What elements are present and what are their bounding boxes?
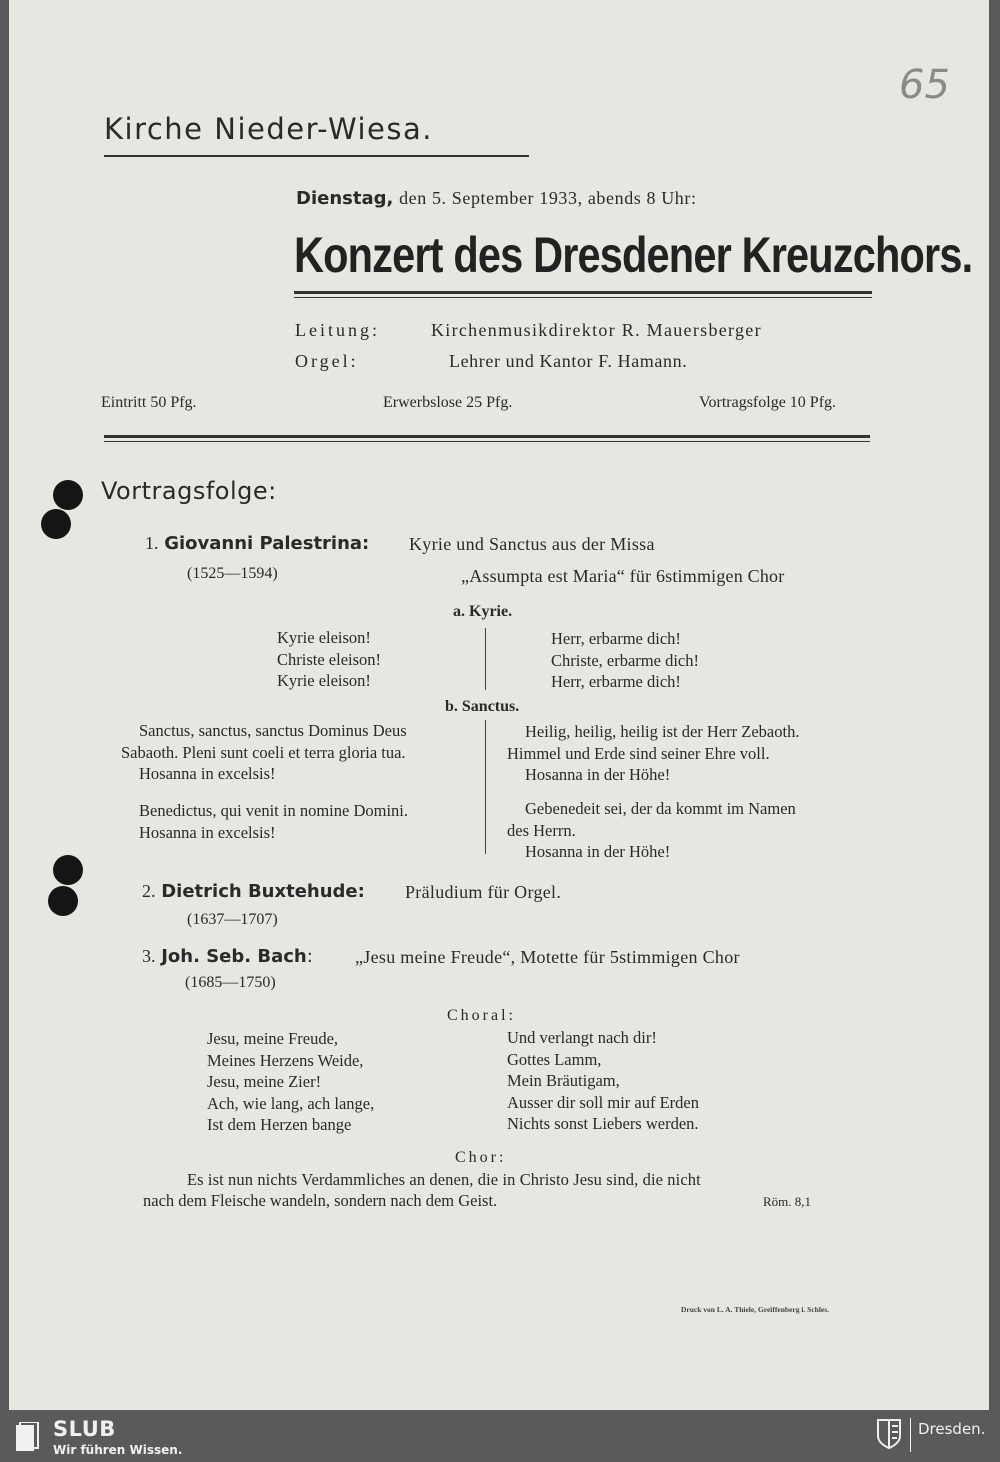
item2-work: Präludium für Orgel. <box>405 882 562 902</box>
item3-years: (1685—1750) <box>185 974 276 991</box>
text-line: des Herrn. <box>507 820 576 840</box>
text-line: Jesu, meine Freude, <box>207 1029 339 1048</box>
text-line: Gebenedeit sei, der da kommt im Namen <box>525 799 796 818</box>
text-line: Hosanna in excelsis! <box>139 764 276 783</box>
leitung-label: Leitung: <box>295 320 380 340</box>
document-page <box>9 0 989 1410</box>
text-line: Heilig, heilig, heilig ist der Herr Zebaoth. <box>525 722 800 741</box>
title-rule-thin <box>294 297 872 298</box>
dresden-label: Dresden. <box>918 1420 986 1438</box>
item-number: 2. <box>142 881 156 901</box>
text-line: Nichts sonst Liebers werden. <box>507 1114 699 1133</box>
title-rule-thick <box>294 291 872 294</box>
text-line: Himmel und Erde sind seiner Ehre voll. <box>507 743 770 763</box>
item-composer: Dietrich Buxtehude: <box>161 881 365 902</box>
item3-work: „Jesu meine Freude“, Motette für 5stimmigen Chor <box>355 947 740 967</box>
text-line: Jesu, meine Zier! <box>207 1072 322 1091</box>
slub-logo-icon <box>13 1422 43 1456</box>
text-line: Sanctus, sanctus, sanctus Dominus Deus <box>139 721 407 740</box>
item-composer: Joh. Seb. Bach <box>161 946 307 967</box>
punch-hole <box>41 509 71 539</box>
item-number: 3. <box>142 946 156 966</box>
chor-line-2: nach dem Fleische wandeln, sondern nach dem Geist. <box>143 1191 498 1210</box>
item2-years: (1637—1707) <box>187 911 278 928</box>
text-line: Kyrie eleison! <box>277 628 371 647</box>
item-colon: : <box>306 946 313 967</box>
sanctus-heading: b. Sanctus. <box>445 698 520 715</box>
text-line: Hosanna in excelsis! <box>139 822 276 842</box>
header-rule-thick <box>104 435 870 438</box>
price-program: Vortragsfolge 10 Pfg. <box>699 394 837 411</box>
date-weekday: Dienstag, <box>296 188 394 209</box>
benedictus-german <box>507 798 796 863</box>
item-number: 1. <box>145 533 159 553</box>
text-line: Kyrie eleison! <box>277 671 371 690</box>
slub-brand: SLUB <box>53 1417 116 1441</box>
benedictus-latin <box>139 800 408 843</box>
text-line: Christe, erbarme dich! <box>551 650 699 670</box>
bible-reference: Röm. 8,1 <box>763 1194 812 1209</box>
column-divider <box>485 628 486 690</box>
text-line: Meines Herzens Weide, <box>207 1050 364 1070</box>
item1-work-title: „Assumpta est Maria“ für 6stimmigen Chor <box>461 566 785 586</box>
concert-date <box>296 188 697 209</box>
orgel-value: Lehrer und Kantor F. Hamann. <box>449 351 688 371</box>
leitung-value: Kirchenmusikdirektor R. Mauersberger <box>431 320 762 340</box>
chor-heading: Chor: <box>455 1149 507 1166</box>
choral-left <box>207 1028 374 1136</box>
text-line: Benedictus, qui venit in nomine Domini. <box>139 801 409 820</box>
text-line: Hosanna in der Höhe! <box>525 765 671 784</box>
column-divider <box>485 720 486 854</box>
item2-line <box>142 881 365 902</box>
punch-hole <box>53 480 83 510</box>
kyrie-heading: a. Kyrie. <box>453 603 513 620</box>
choral-heading: Choral: <box>447 1007 516 1024</box>
text-line: Und verlangt nach dir! <box>507 1028 657 1047</box>
church-underline <box>104 155 529 157</box>
text-line: Gottes Lamm, <box>507 1049 602 1069</box>
kyrie-latin <box>277 627 381 692</box>
item1-work: Kyrie und Sanctus aus der Missa <box>409 534 655 554</box>
punch-hole <box>53 855 83 885</box>
chor-line-1: Es ist nun nichts Verdammliches an denen, die in Christo Jesu sind, die nicht <box>187 1170 701 1189</box>
item3-line <box>142 946 313 967</box>
slub-tagline: Wir führen Wissen. <box>53 1443 183 1457</box>
text-line: Mein Bräutigam, <box>507 1071 620 1090</box>
printer-credit: Druck von L. A. Thiele, Greiffenberg i. Schles. <box>681 1305 830 1314</box>
price-entry: Eintritt 50 Pfg. <box>101 394 197 411</box>
item1-years: (1525—1594) <box>187 565 278 582</box>
text-line: Herr, erbarme dich! <box>551 629 681 648</box>
text-line: Ach, wie lang, ach lange, <box>207 1093 375 1113</box>
program-heading: Vortragsfolge: <box>101 477 277 505</box>
punch-hole <box>48 886 78 916</box>
text-line: Christe eleison! <box>277 649 382 669</box>
choral-right <box>507 1027 699 1135</box>
footer-divider <box>910 1418 911 1452</box>
page-number: 65 <box>899 62 950 108</box>
orgel-label: Orgel: <box>295 351 359 371</box>
item1-line <box>145 533 369 554</box>
item-composer: Giovanni Palestrina: <box>164 533 370 554</box>
price-unemployed: Erwerbslose 25 Pfg. <box>383 394 513 411</box>
text-line: Ist dem Herzen bange <box>207 1115 352 1134</box>
kyrie-german <box>551 628 699 693</box>
church-name: Kirche Nieder-Wiesa. <box>104 112 433 146</box>
text-line: Hosanna in der Höhe! <box>525 842 671 861</box>
header-rule-thin <box>104 441 870 442</box>
text-line: Sabaoth. Pleni sunt coeli et terra gloria tua. <box>121 742 406 762</box>
dresden-crest-icon <box>876 1418 902 1450</box>
date-details: den 5. September 1933, abends 8 Uhr: <box>399 188 697 208</box>
sanctus-latin <box>121 720 407 785</box>
concert-title: Konzert des Dresdener Kreuzchors. <box>294 227 973 283</box>
text-line: Ausser dir soll mir auf Erden <box>507 1092 699 1112</box>
text-line: Herr, erbarme dich! <box>551 672 681 691</box>
slub-footer-bar <box>0 1410 1000 1462</box>
sanctus-german <box>507 721 799 786</box>
